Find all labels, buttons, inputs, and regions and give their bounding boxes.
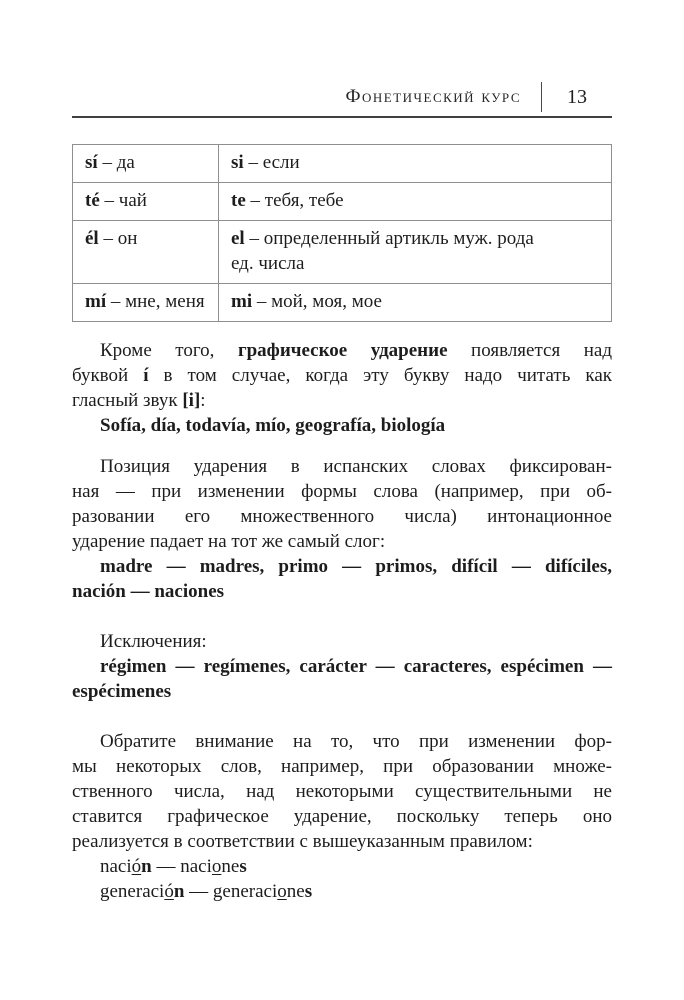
- text-segment: появляется над: [447, 340, 612, 361]
- russian-translation: – если: [243, 152, 300, 173]
- text-line: [72, 363, 612, 388]
- paragraph-graphic-accent: [72, 338, 612, 438]
- spanish-word: sí: [85, 152, 98, 173]
- russian-translation: – он: [98, 228, 138, 249]
- table-cell: [73, 145, 219, 183]
- text-line: Позиция ударения в испанских словах фиксирован-: [100, 456, 612, 477]
- spanish-word: si: [231, 152, 244, 173]
- text-segment: ne: [221, 856, 240, 877]
- text-segment: гласный звук: [72, 390, 183, 411]
- header-rule: [72, 116, 612, 118]
- text-line: разовании его множественного числа) интонационное: [72, 506, 612, 527]
- bold-term: графическое ударение: [237, 340, 448, 361]
- stressed-vowel: ó: [164, 881, 174, 902]
- exceptions-heading: Исключения:: [100, 631, 207, 652]
- examples-line: nación — naciones: [72, 581, 225, 602]
- spanish-word: mi: [231, 291, 253, 312]
- text-segment: :: [200, 390, 206, 411]
- bold-letter: n: [173, 881, 185, 902]
- text-segment: ne: [286, 881, 305, 902]
- text-line: ственного числа, над некоторыми существительными не: [72, 781, 612, 802]
- running-header: [72, 82, 612, 112]
- table-cell: [73, 221, 219, 284]
- examples-line: madre — madres, primo — primos, difícil — difíciles,: [100, 556, 612, 577]
- text-segment: generaci: [100, 881, 165, 902]
- text-segment: — naci: [151, 856, 212, 877]
- text-line: ударение падает на тот же самый слог:: [72, 531, 386, 552]
- examples-line: [72, 854, 612, 879]
- paragraph-note: [72, 729, 612, 904]
- exceptions-block: [72, 629, 612, 704]
- table-cell: [73, 284, 219, 322]
- russian-translation: – тебя, тебе: [245, 190, 344, 211]
- running-head-title: Фонетический курс: [345, 86, 521, 107]
- text-line: Обратите внимание на то, что при изменении фор-: [100, 731, 612, 752]
- table-row-el: [73, 221, 612, 284]
- stressed-vowel: o: [211, 856, 222, 877]
- russian-translation: – мой, моя, мое: [252, 291, 382, 312]
- text-line: мы некоторых слов, например, при образовании множе-: [72, 756, 612, 777]
- spanish-word: el: [231, 228, 245, 249]
- stressed-vowel: o: [277, 881, 287, 902]
- examples-line: [72, 879, 612, 904]
- bold-letter: s: [304, 881, 313, 902]
- examples-line: Sofía, día, todavía, mío, geografía, biología: [100, 415, 446, 436]
- text-segment: — generaci: [184, 881, 278, 902]
- text-segment: буквой: [72, 365, 144, 386]
- russian-translation: – мне, меня: [106, 291, 205, 312]
- bold-letter: n: [141, 856, 152, 877]
- text-line: реализуется в соответствии с вышеуказанным правилом:: [72, 831, 533, 852]
- table-cell: [219, 221, 612, 284]
- bold-term: í: [143, 365, 149, 386]
- russian-translation: – да: [97, 152, 135, 173]
- table-row-te: [73, 183, 612, 221]
- text-segment: naci: [100, 856, 132, 877]
- text-segment: Кроме того,: [100, 340, 238, 361]
- table-cell: [219, 145, 612, 183]
- russian-translation: – чай: [99, 190, 147, 211]
- bold-letter: s: [239, 856, 247, 877]
- table-cell: [219, 284, 612, 322]
- stressed-vowel: ó: [131, 856, 142, 877]
- table-cell: [73, 183, 219, 221]
- text-line: ная — при изменении формы слова (например, при об-: [72, 481, 612, 502]
- russian-translation: ед. числа: [231, 253, 305, 274]
- text-line: [72, 388, 612, 413]
- spanish-word: té: [85, 190, 100, 211]
- text-line: [72, 338, 612, 363]
- text-segment: в том случае, когда эту букву надо читать как: [148, 365, 612, 386]
- page-number: 13: [567, 85, 587, 108]
- spanish-word: él: [85, 228, 99, 249]
- russian-translation: – определенный артикль муж. рода: [244, 228, 534, 249]
- spanish-word: mí: [85, 291, 107, 312]
- table-row-si: [73, 145, 612, 183]
- spanish-word: te: [231, 190, 246, 211]
- paragraph-stress-position: [72, 454, 612, 604]
- bold-term: [i]: [182, 390, 201, 411]
- table-cell: [219, 183, 612, 221]
- table-row-mi: [73, 284, 612, 322]
- vocabulary-table: [72, 144, 612, 322]
- text-line: ставится графическое ударение, поскольку теперь оно: [72, 806, 612, 827]
- examples-line: régimen — regímenes, carácter — caracteres, espécimen —: [100, 656, 612, 677]
- examples-line: espécimenes: [72, 681, 172, 702]
